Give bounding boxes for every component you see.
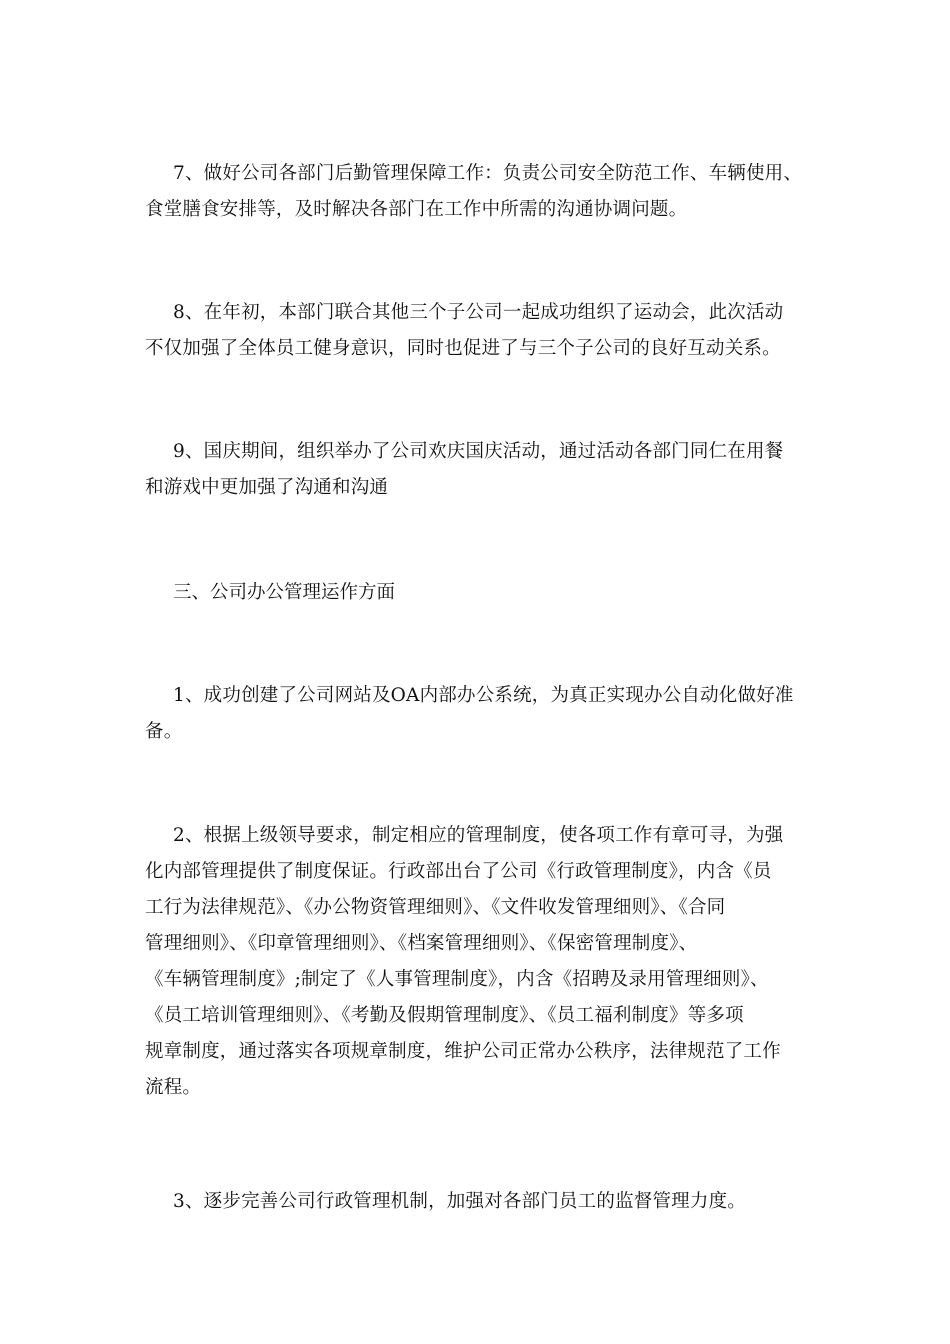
paragraph-line: 8、在年初，本部门联合其他三个子公司一起成功组织了运动会，此次活动: [173, 302, 784, 323]
paragraph-line: 《员工培训管理细则》、《考勤及假期管理制度》、《员工福利制度》等多项: [145, 1005, 744, 1026]
paragraph-line: 7、做好公司各部门后勤管理保障工作：负责公司安全防范工作、车辆使用、: [173, 163, 803, 184]
paragraph-line: 管理细则》、《印章管理细则》、《档案管理细则》、《保密管理制度》、: [145, 933, 698, 954]
paragraph-line: 1、成功创建了公司网站及OA内部办公系统，为真正实现办公自动化做好准: [173, 685, 794, 706]
paragraph-line: 不仅加强了全体员工健身意识，同时也促进了与三个子公司的良好互动关系。: [145, 338, 781, 359]
paragraph-item-7: [145, 156, 810, 228]
paragraph-line: 9、国庆期间，组织举办了公司欢庆国庆活动，通过活动各部门同仁在用餐: [173, 441, 784, 462]
paragraph-item-2: [145, 818, 810, 1106]
paragraph-line: 《车辆管理制度》;制定了《人事管理制度》，内含《招聘及录用管理细则》、: [145, 969, 769, 990]
paragraph-line: 3、逐步完善公司行政管理机制，加强对各部门员工的监督管理力度。: [173, 1191, 746, 1212]
paragraph-item-8: [145, 295, 810, 367]
paragraph-item-9: [145, 434, 810, 506]
section-heading: 三、公司办公管理运作方面: [173, 582, 396, 603]
paragraph-line: 2、根据上级领导要求，制定相应的管理制度，使各项工作有章可寻，为强: [173, 825, 784, 846]
paragraph-item-3: [145, 1184, 810, 1220]
paragraph-line: 和游戏中更加强了沟通和沟通: [145, 477, 389, 498]
paragraph-line: 规章制度，通过落实各项规章制度，维护公司正常办公秩序，法律规范了工作: [145, 1041, 781, 1062]
paragraph-line: 工行为法律规范》、《办公物资管理细则》、《文件收发管理细则》、《合同: [145, 897, 726, 918]
paragraph-item-1: [145, 678, 810, 750]
paragraph-line: 化内部管理提供了制度保证。行政部出台了公司《行政管理制度》，内含《员: [145, 861, 772, 882]
paragraph-line: 备。: [145, 721, 183, 742]
paragraph-line: 食堂膳食安排等，及时解决各部门在工作中所需的沟通协调问题。: [145, 199, 688, 220]
paragraph-line: 流程。: [145, 1077, 202, 1098]
